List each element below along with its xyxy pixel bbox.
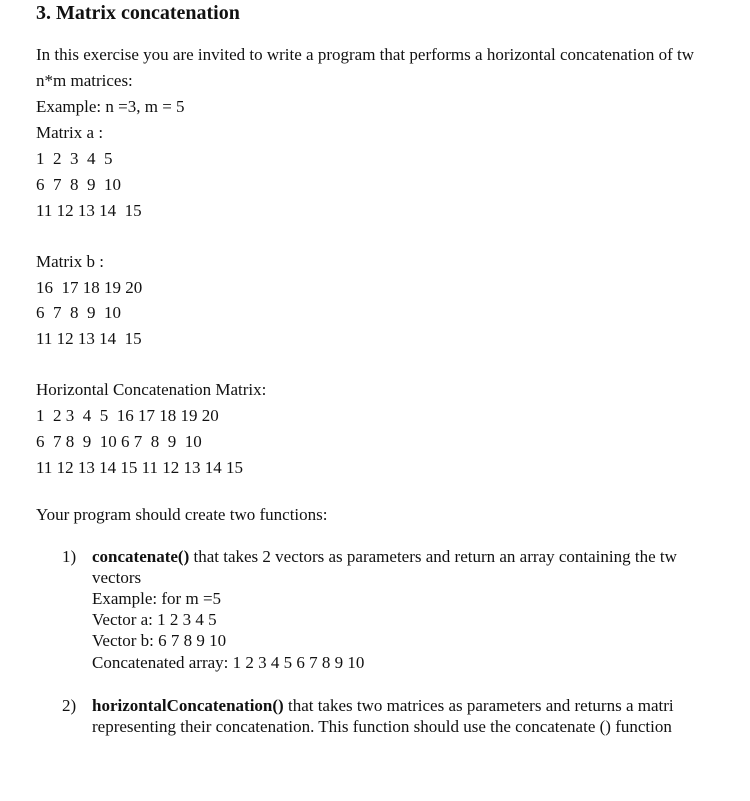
section-title: 3. Matrix concatenation <box>36 2 240 24</box>
horizontal-concat-func-name: horizontalConcatenation() <box>92 696 284 715</box>
matrix-b-row: 11 12 13 14 15 <box>36 329 142 348</box>
item-1-example: Example: for m =5 <box>92 589 222 608</box>
item-2-number: 2) <box>62 696 77 715</box>
matrix-b-row: 6 7 8 9 10 <box>36 303 121 322</box>
intro-text-line-2: n*m matrices: <box>36 71 133 90</box>
matrix-a-row: 11 12 13 14 15 <box>36 201 142 220</box>
item-1-vector-b: Vector b: 6 7 8 9 10 <box>92 631 227 650</box>
item-1-result: Concatenated array: 1 2 3 4 5 6 7 8 9 10 <box>92 653 365 672</box>
item-1-vector-a: Vector a: 1 2 3 4 5 <box>92 610 217 629</box>
matrix-a-row: 1 2 3 4 5 <box>36 149 113 168</box>
concat-matrix-row: 1 2 3 4 5 16 17 18 19 20 <box>36 406 219 425</box>
example-params: Example: n =3, m = 5 <box>36 97 185 116</box>
item-2-description: that takes two matrices as parameters and returns a matri <box>283 696 674 715</box>
matrix-a-label: Matrix a : <box>36 123 104 142</box>
matrix-b-row: 16 17 18 19 20 <box>36 278 143 297</box>
matrix-b-label: Matrix b : <box>36 252 104 271</box>
concat-matrix-row: 6 7 8 9 10 6 7 8 9 10 <box>36 432 202 451</box>
item-1-description: that takes 2 vectors as parameters and return an array containing the tw <box>189 547 677 566</box>
functions-intro: Your program should create two functions: <box>36 505 328 524</box>
concatenate-func-name: concatenate() <box>92 547 190 566</box>
item-1-line <box>92 547 677 566</box>
matrix-a-row: 6 7 8 9 10 <box>36 175 121 194</box>
concat-matrix-row: 11 12 13 14 15 11 12 13 14 15 <box>36 458 243 477</box>
concat-matrix-label: Horizontal Concatenation Matrix: <box>36 380 267 399</box>
item-2-line <box>92 696 674 715</box>
item-2-description-cont: representing their concatenation. This function should use the concatenate () function <box>92 717 672 736</box>
item-1-number: 1) <box>62 547 77 566</box>
item-1-description-cont: vectors <box>92 568 142 587</box>
intro-text-line-1: In this exercise you are invited to write a program that performs a horizontal concatenation of tw <box>36 45 695 64</box>
